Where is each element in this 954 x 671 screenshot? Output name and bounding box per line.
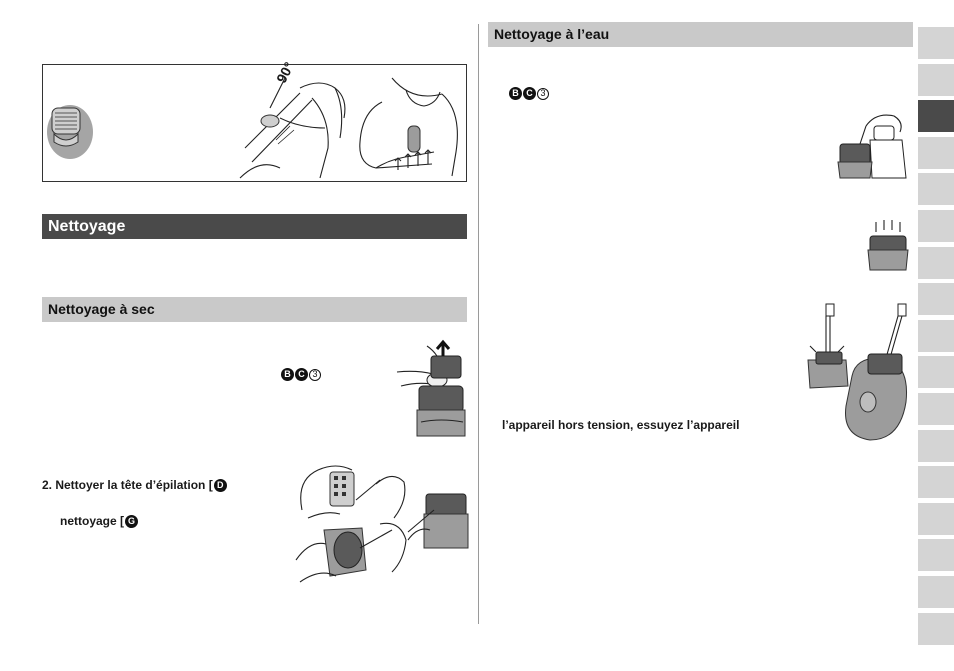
side-tab-6[interactable] — [918, 210, 954, 242]
section-title-nettoyage: Nettoyage — [42, 214, 467, 239]
column-divider — [478, 24, 479, 624]
side-tab-5[interactable] — [918, 173, 954, 205]
brush-cleaning-illustration-bottom — [296, 520, 408, 584]
side-tab-2[interactable] — [918, 64, 954, 96]
symbol-number-badge: 3 — [309, 369, 321, 381]
symbol-wet — [509, 87, 549, 100]
symbol-dry — [281, 368, 321, 381]
side-tab-14[interactable] — [918, 503, 954, 535]
step2-line2 — [60, 514, 138, 528]
step2-line1 — [42, 478, 227, 492]
symbol-b-badge: B — [509, 87, 522, 100]
subsection-title-water-cleaning: Nettoyage à l’eau — [488, 22, 913, 47]
side-tab-17[interactable] — [918, 613, 954, 645]
tap-rinse-illustration — [806, 302, 916, 442]
angle-label: 90° — [273, 59, 298, 86]
side-tab-12[interactable] — [918, 430, 954, 462]
symbol-b-badge: B — [281, 368, 294, 381]
side-tab-10[interactable] — [918, 356, 954, 388]
underarm-epilation-illustration — [352, 72, 464, 178]
side-tab-16[interactable] — [918, 576, 954, 608]
side-tab-4[interactable] — [918, 137, 954, 169]
step2-line2-text: nettoyage [ — [60, 514, 125, 528]
symbol-c-badge: C — [295, 368, 308, 381]
brush-cleaning-illustration-top — [296, 460, 408, 522]
side-tab-15[interactable] — [918, 539, 954, 571]
side-tab-1[interactable] — [918, 27, 954, 59]
soap-application-illustration — [836, 106, 908, 178]
step2-line2-badge: G — [125, 515, 138, 528]
leg-epilation-illustration — [240, 68, 350, 180]
epilator-head-illustration — [46, 102, 106, 162]
step2-line1-badge: D — [214, 479, 227, 492]
step2-line1-text: 2. Nettoyer la tête d’épilation [ — [42, 478, 213, 492]
symbol-c-badge: C — [523, 87, 536, 100]
head-removal-illustration — [397, 342, 467, 436]
subsection-title-dry-cleaning: Nettoyage à sec — [42, 297, 467, 322]
brush-cleaning-illustration-right — [408, 492, 468, 548]
symbol-number-badge: 3 — [537, 88, 549, 100]
water-cleaning-note: l’appareil hors tension, essuyez l’appareil — [502, 418, 740, 432]
side-tab-7[interactable] — [918, 247, 954, 279]
side-tab-11[interactable] — [918, 393, 954, 425]
side-tab-3[interactable] — [918, 100, 954, 132]
side-tab-8[interactable] — [918, 283, 954, 315]
side-tab-9[interactable] — [918, 320, 954, 352]
side-tab-13[interactable] — [918, 466, 954, 498]
water-rinse-illustration — [866, 220, 910, 270]
